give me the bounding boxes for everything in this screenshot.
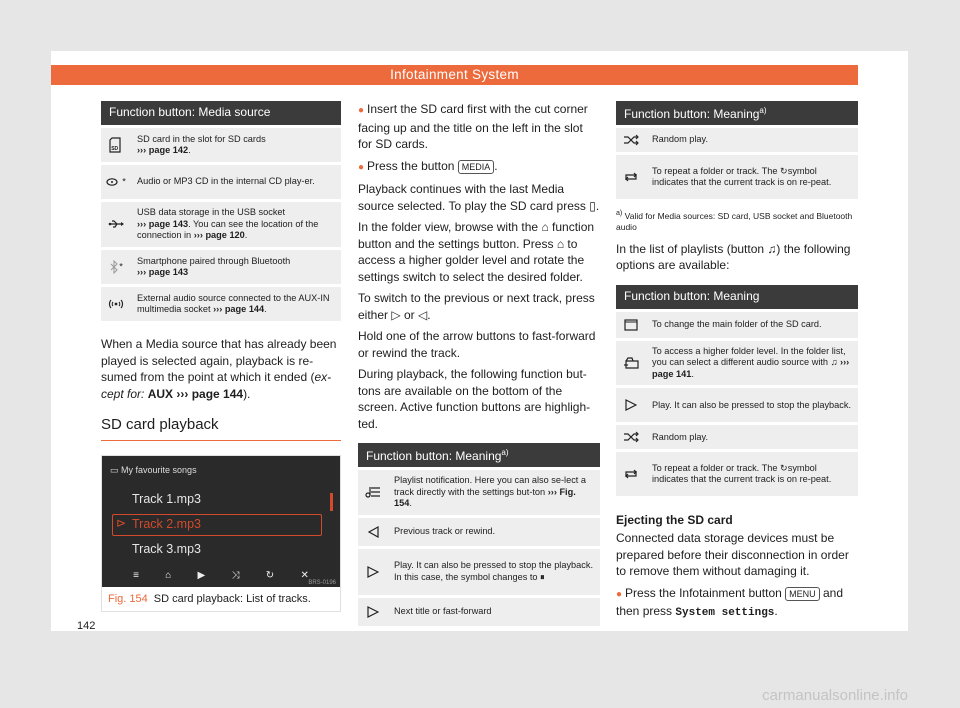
figure-154: [101, 455, 341, 612]
watermark: carmanualsonline.info: [762, 687, 908, 704]
table-row: Random play.: [616, 425, 858, 449]
playlist-options-table: [616, 282, 858, 500]
table-row: To access a higher folder level. In the folder list, you can select a different audio source with ♫ ››› page 141.: [616, 341, 858, 386]
pause-icon: ⏸: [540, 571, 545, 582]
playlist-icon[interactable]: ≡: [133, 570, 139, 581]
sd-playback-screen: ▭ My favourite songs Track 1.mp3 ⊳ Track 2.mp3 Track 3.mp3 ≡ ⌂ ▶ ⤨ ↻ ✕ BRS-0196: [102, 456, 340, 587]
table-row: USB data storage in the USB socket ››› page 143. You can see the location of the connection in ››› page 120.: [101, 202, 341, 247]
footnote: $^{a)}$ Valid for Media sources: SD card, USB socket and Bluetooth audio: [616, 209, 853, 232]
page-ref-link[interactable]: ››› page 144: [213, 304, 265, 314]
repeat-icon: ↻: [780, 165, 788, 176]
previous-icon: [367, 526, 379, 538]
table-row: SD SD card in the slot for SD cards ››› page 142.: [101, 128, 341, 162]
bluetooth-icon: [109, 260, 119, 274]
play-icon: ⊳: [116, 516, 127, 530]
aux-icon: [108, 298, 124, 310]
table-row: To repeat a folder or track. The ↻symbol indicates that the current track is on re-peat.: [616, 452, 858, 496]
playback-buttons-table: [358, 440, 600, 629]
folder-up-icon: ⌂: [556, 236, 565, 251]
usb-icon: [108, 219, 124, 229]
table-row: * Audio or MP3 CD in the internal CD play-er.: [101, 165, 341, 199]
folder-up-icon: ⌂: [541, 220, 549, 234]
table-heading: Function button: Meaning$^{a)}$: [616, 101, 858, 125]
repeat-icon: [623, 171, 639, 183]
menu-button[interactable]: MENU: [785, 587, 820, 601]
column-1: [101, 101, 341, 612]
function-buttons-table: [616, 98, 858, 202]
screen-toolbar: [102, 570, 340, 581]
page-ref-link[interactable]: AUX ››› page 144: [147, 386, 244, 401]
playlist-icon: ♫: [830, 357, 838, 368]
table-heading: Function button: Media source: [101, 101, 341, 125]
cd-icon: [106, 176, 122, 188]
sd-card-icon: [108, 137, 124, 153]
instruction-step: ● Press the Infotainment button MENU and then press System settings.: [616, 585, 844, 620]
repeat-icon: ↻: [780, 462, 788, 473]
close-icon[interactable]: ✕: [300, 570, 309, 581]
page-ref-link[interactable]: ››› page 142: [137, 145, 189, 155]
resume-paragraph: When a Media source that has already been played is selected again, playback is re-sumed from the point at which it ended (ex-cept for: AUX ››› page 144).: [101, 337, 337, 401]
random-icon: [623, 431, 639, 443]
play-icon: [367, 566, 379, 578]
column-3: Function button: Meaning$^{a)}$ Random play. To repeat a folder or track. The ↻symbol indicates that the current track is on re-peat. $^{a)}$ Valid for Media sources: SD card, USB socket and Bluetooth audio In the list of playlists (button ♫) the following options are available: Function button: Meaning To change the main folder of the SD card. To access a higher folder level. In the folder list, you can select a different audio source with ♫ ››› page 141. Play. It can also be pressed to stop the playback. Random play. To repeat a folder or track. The ↻symbol indicates that the current track is on re-peat. Ejecting the SD card Connected data storage devices must be prepared before their disconnection in order to remove them without damaging it. ● Press the Infotainment button MENU and then press System settings.: [616, 101, 858, 627]
table-row: To change the main folder of the SD card.: [616, 312, 858, 338]
figure-ref-link[interactable]: ››› Fig. 154: [394, 486, 576, 508]
table-heading: Function button: Meaning$^{a)}$: [358, 443, 600, 467]
sub-heading: Ejecting the SD card: [616, 513, 733, 528]
table-row: Random play.: [616, 128, 858, 152]
folder-up-icon[interactable]: ⌂: [165, 570, 172, 581]
table-row: To repeat a folder or track. The ↻symbol indicates that the current track is on re-peat.: [616, 155, 858, 199]
previous-icon: ◁: [417, 307, 428, 322]
system-settings-label: System settings: [675, 607, 775, 620]
table-row: Playlist notification. Here you can also se-lect a track directly with the settings but-ton ››› Fig. 154.: [358, 470, 600, 515]
folder-icon: ▭: [110, 465, 119, 475]
folder-up-icon: [623, 357, 639, 369]
page-header: Infotainment System: [51, 65, 858, 85]
page-ref-link[interactable]: ››› page 120: [193, 230, 245, 241]
page-ref-link[interactable]: ››› page 141: [652, 357, 850, 379]
page-ref-link[interactable]: ››› page 143: [137, 267, 189, 277]
column-2: ● Insert the SD card first with the cut corner facing up and the title on the left in the slot for SD cards. ● Press the button MEDIA . Playback continues with the last Media source selected. To play the SD card press ▯. In the folder view, browse with the ⌂ function button and the settings button. Press ⌂ to access a higher golder level and rotate the settings switch to select the desired folder. To switch to the previous or next track, press either ▷ or ◁. Hold one of the arrow buttons to fast-forward or rewind the track. During playback, the following function but-tons are available on the bottom of the screen. Active function buttons are highligh-ted. Function button: Meaning$^{a)}$ Playlist notification. Here you can also se-lect a track directly with the settings but-ton ››› Fig. 154. Previous track or rewind. Play. It can also be pressed to stop the playback. In this case, the symbol changes to ⏸ Next title or fast-forward: [358, 101, 600, 629]
playlist-icon: ♫: [767, 241, 777, 256]
playlist-icon: [365, 486, 381, 498]
next-icon: ▷: [391, 307, 401, 322]
sd-card-icon: ▯: [589, 198, 596, 213]
table-row: * Smartphone paired through Bluetooth ››› page 143: [101, 250, 341, 284]
track-item-selected[interactable]: Track 2.mp3: [132, 517, 202, 531]
image-code: BRS-0196: [308, 580, 336, 586]
table-row: External audio source connected to the AUX-IN multimedia socket ››› page 144.: [101, 287, 341, 321]
scrollbar[interactable]: [330, 493, 333, 511]
repeat-icon: [623, 468, 639, 480]
instruction-step: ● Press the button MEDIA .: [358, 158, 498, 173]
media-source-table: [101, 98, 341, 324]
track-item[interactable]: Track 3.mp3: [132, 542, 202, 556]
media-button[interactable]: MEDIA: [458, 160, 495, 174]
play-icon: [625, 399, 637, 411]
table-heading: Function button: Meaning: [616, 285, 858, 309]
random-icon: [623, 134, 639, 146]
table-row: Play. It can also be pressed to stop the playback. In this case, the symbol changes to ⏸: [358, 549, 600, 595]
table-row: Next title or fast-forward: [358, 598, 600, 626]
page-number: 142: [77, 620, 96, 632]
instruction-step: ● Insert the SD card first with the cut corner facing up and the title on the left in the slot for SD cards.: [358, 102, 588, 151]
table-row: Play. It can also be pressed to stop the playback.: [616, 388, 858, 422]
repeat-icon[interactable]: ↻: [265, 570, 275, 581]
figure-caption: Fig. 154 SD card playback: List of tracks.: [108, 593, 311, 605]
track-item[interactable]: Track 1.mp3: [132, 492, 202, 506]
page-ref-link[interactable]: ››› page 143: [137, 218, 189, 229]
section-title: SD card playback: [101, 416, 341, 441]
svg-text:SD: SD: [111, 146, 119, 152]
table-row: Previous track or rewind.: [358, 518, 600, 546]
random-icon[interactable]: ⤨: [231, 570, 240, 581]
folder-icon: [624, 319, 638, 331]
play-icon[interactable]: ▶: [197, 570, 206, 581]
next-icon: [367, 606, 379, 618]
